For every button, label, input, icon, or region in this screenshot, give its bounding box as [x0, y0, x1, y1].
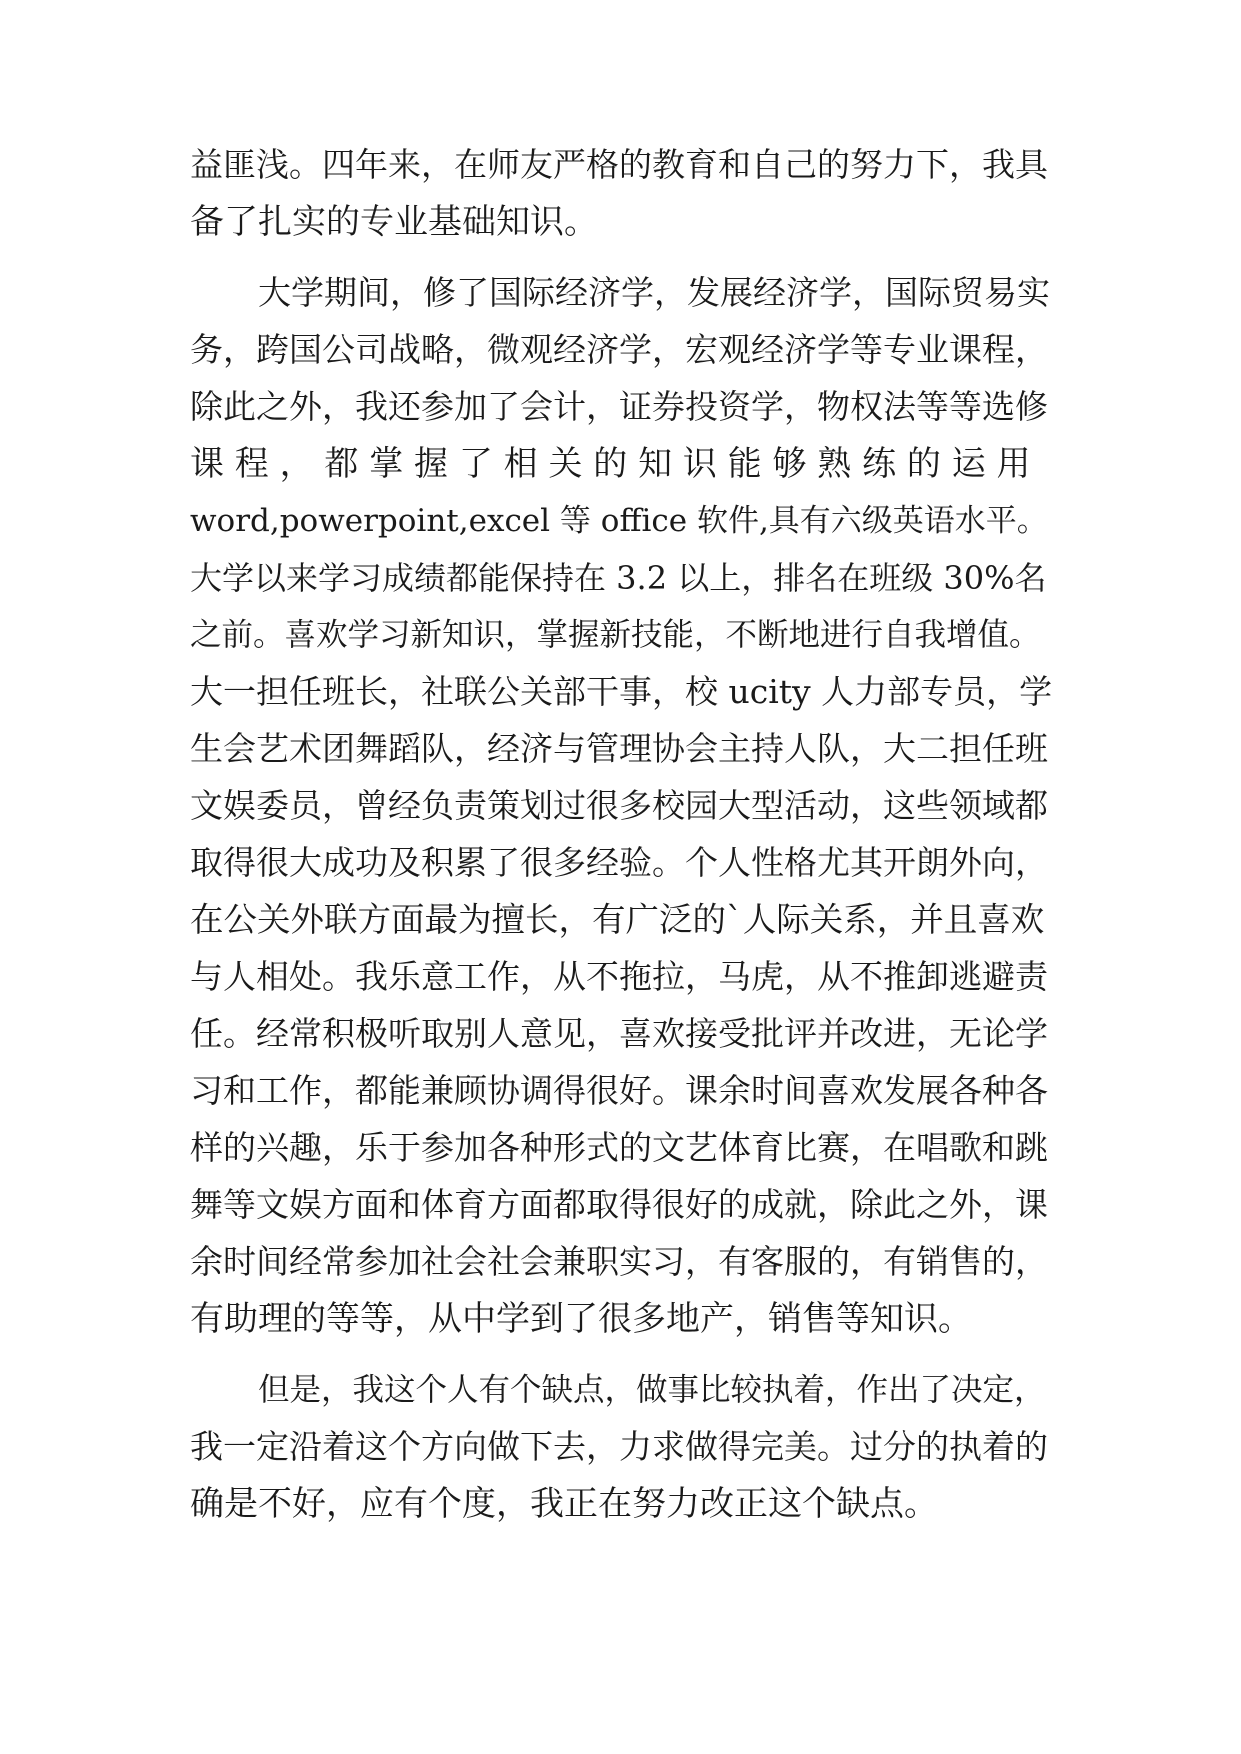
text-line: 益匪浅。四年来，在师友严格的教育和自己的努力下，我具	[190, 145, 1048, 184]
text-line: 确是不好，应有个度，我正在努力改正这个缺点。	[190, 1484, 938, 1524]
text-line: 大学以来学习成绩都能保持在 3.2 以上，排名在班级 30%名	[190, 559, 1047, 597]
text-line: 与人相处。我乐意工作，从不拖拉，马虎，从不推卸逃避责	[190, 957, 1048, 996]
text-line: 取得很大成功及积累了很多经验。个人性格尤其开朗外向，	[190, 843, 1048, 882]
text-line: 舞等文娱方面和体育方面都取得很好的成就，除此之外，课	[190, 1185, 1048, 1224]
text-line: 务，跨国公司战略，微观经济学，宏观经济学等专业课程，	[190, 330, 1048, 369]
text-line: 文娱委员，曾经负责策划过很多校园大型活动，这些领域都	[190, 786, 1048, 825]
text-line: 之前。喜欢学习新知识，掌握新技能，不断地进行自我增值。	[190, 617, 1041, 653]
paragraph-start-line: 大学期间，修了国际经济学，发展经济学，国际贸易实	[258, 273, 1050, 312]
text-line: 除此之外，我还参加了会计，证券投资学，物权法等等选修	[190, 387, 1048, 426]
text-line: 习和工作，都能兼顾协调得很好。课余时间喜欢发展各种各	[190, 1071, 1048, 1110]
text-line: 在公关外联方面最为擅长，有广泛的`人际关系，并且喜欢	[190, 900, 1045, 939]
text-line: 我一定沿着这个方向做下去，力求做得完美。过分的执着的	[190, 1427, 1048, 1466]
text-line: word,powerpoint,excel 等 office 软件,具有六级英语水平。	[190, 503, 1048, 539]
text-line: 有助理的等等，从中学到了很多地产，销售等知识。	[190, 1299, 972, 1339]
text-line: 样的兴趣，乐于参加各种形式的文艺体育比赛，在唱歌和跳	[190, 1128, 1048, 1167]
paragraph-start-line: 但是，我这个人有个缺点，做事比较执着，作出了决定，	[258, 1372, 1046, 1408]
text-line: 余时间经常参加社会社会兼职实习，有客服的，有销售的，	[190, 1242, 1048, 1281]
text-line: 大一担任班长，社联公关部干事，校 ucity 人力部专员，学	[190, 672, 1053, 711]
text-line: 任。经常积极听取别人意见，喜欢接受批评并改进，无论学	[190, 1014, 1048, 1053]
text-line: 备了扎实的专业基础知识。	[190, 202, 598, 242]
text-line: 生会艺术团舞蹈队，经济与管理协会主持人队，大二担任班	[190, 729, 1048, 768]
text-line: 课 程 ， 都 掌 握 了 相 关 的 知 识 能 够 熟 练 的 运 用	[190, 444, 1031, 484]
